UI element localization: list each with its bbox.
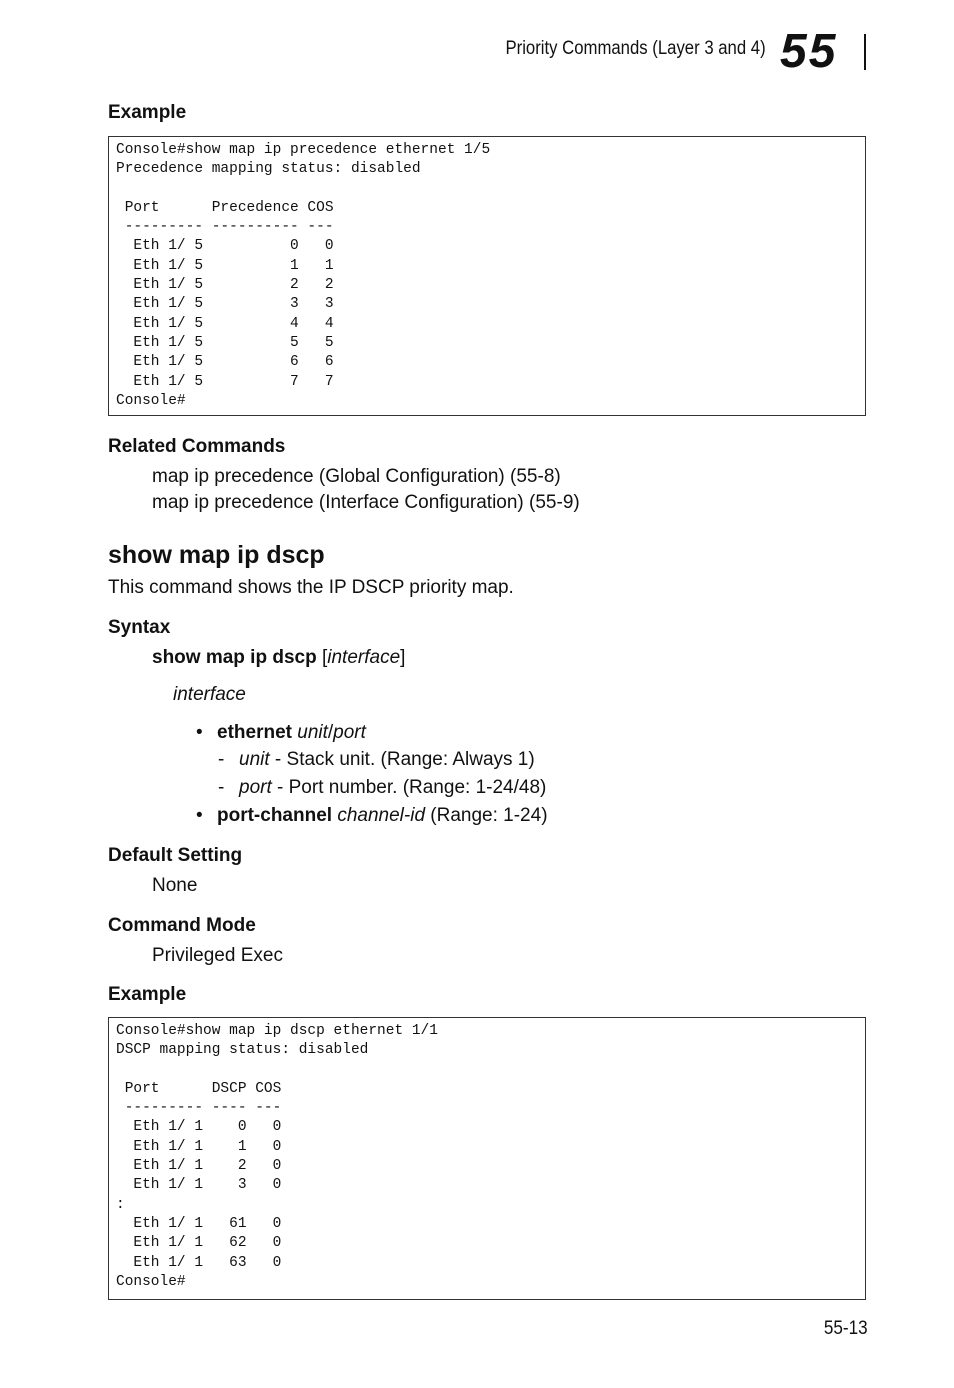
running-header-title: Priority Commands (Layer 3 and 4)	[505, 38, 766, 59]
bullet-ethernet	[217, 722, 366, 744]
code-block-dscp: Console#show map ip dscp ethernet 1/1 DSCP mapping status: disabled Port DSCP COS --------- ---- --- Eth 1/ 1 0 0 Eth 1/ 1 1 0 Eth 1/ 1 2 0 Eth 1/ 1 3 0 : Eth 1/ 1 61 0 Eth 1/ 1 62 0 Eth 1/ 1 63 0 Console#	[108, 1017, 866, 1300]
ethernet-slash: /	[327, 722, 334, 743]
command-mode-value: Privileged Exec	[152, 945, 283, 966]
chapter-number: 55	[780, 25, 838, 78]
syntax-heading: Syntax	[108, 617, 171, 638]
unit-name: unit	[239, 749, 270, 770]
example-heading: Example	[108, 984, 187, 1005]
bullet-port-channel	[217, 805, 548, 827]
related-command-link[interactable]: map ip precedence (Interface Configuration) (55-9)	[152, 492, 580, 513]
syntax-param: interface	[327, 647, 401, 668]
port-channel-range: (Range: 1-24)	[425, 805, 548, 826]
dash-glyph: -	[218, 777, 225, 798]
channel-id-param: channel-id	[337, 805, 426, 826]
dash-glyph: -	[218, 749, 225, 770]
ethernet-unit-param: unit	[297, 722, 328, 743]
port-name: port	[239, 777, 272, 798]
bullet-glyph: •	[196, 722, 203, 743]
syntax-command: show map ip dscp	[152, 647, 317, 668]
sub-item-port	[239, 777, 546, 799]
page-number: 55-13	[824, 1318, 868, 1339]
example-heading: Example	[108, 102, 187, 123]
command-mode-heading: Command Mode	[108, 915, 256, 936]
syntax-line	[152, 647, 405, 669]
sub-item-unit	[239, 749, 535, 771]
param-heading	[173, 684, 246, 706]
ethernet-keyword: ethernet	[217, 722, 292, 743]
section-description: This command shows the IP DSCP priority map.	[108, 577, 514, 598]
ethernet-port-param: port	[333, 722, 366, 743]
port-channel-keyword: port-channel	[217, 805, 333, 826]
related-command-link[interactable]: map ip precedence (Global Configuration) (55-8)	[152, 466, 561, 487]
port-description: - Port number. (Range: 1-24/48)	[271, 777, 547, 798]
bullet-glyph: •	[196, 805, 203, 826]
default-setting-heading: Default Setting	[108, 845, 243, 866]
code-block-precedence: Console#show map ip precedence ethernet 1/5 Precedence mapping status: disabled Port Precedence COS --------- ---------- --- Eth 1/ 5 0 0 Eth 1/ 5 1 1 Eth 1/ 5 2 2 Eth 1/ 5 3 3 Eth 1/ 5 4 4 Eth 1/ 5 5 5 Eth 1/ 5 6 6 Eth 1/ 5 7 7 Console#	[108, 136, 866, 416]
syntax-open-bracket: [	[316, 647, 328, 668]
param-heading-text: interface	[173, 684, 246, 705]
chapter-rule-divider	[864, 34, 866, 70]
default-setting-value: None	[152, 875, 198, 896]
section-title: show map ip dscp	[108, 541, 325, 569]
related-commands-heading: Related Commands	[108, 436, 286, 457]
unit-description: - Stack unit. (Range: Always 1)	[269, 749, 535, 770]
syntax-close-bracket: ]	[400, 647, 406, 668]
